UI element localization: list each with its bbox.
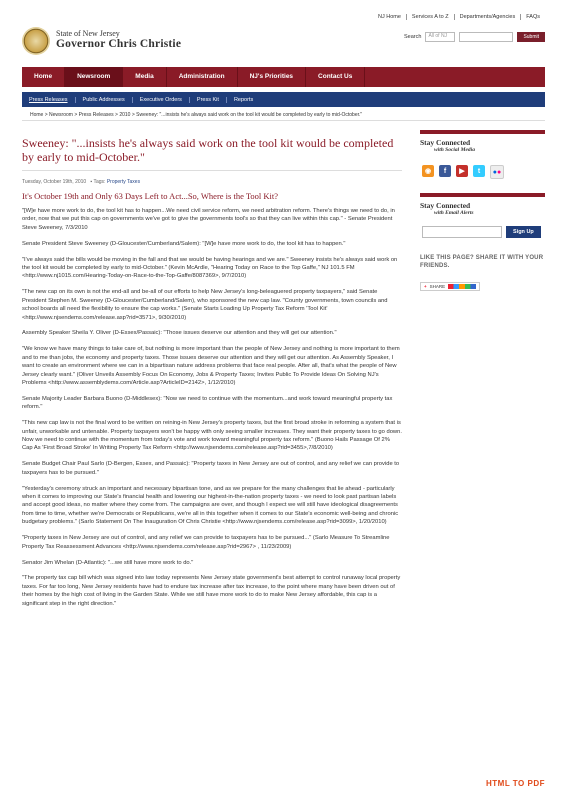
nav-newsroom[interactable]: Newsroom [65,67,123,87]
subnav-press-kit[interactable]: Press Kit [189,97,226,103]
share-prompt: LIKE THIS PAGE? SHARE IT WITH YOUR FRIENDS. [420,255,544,269]
topbar-link-departments[interactable]: Departments/Agencies [454,14,521,20]
article-paragraph: "Property taxes in New Jersey are out of control, and any relief we can provide to taxpayers has to be pursued..." (Sarlo Measure To Streamline Property Tax Reassessment Advances <http://www.njsendems.com/release.asp?rid=2967> , 11/23/2009) [22,535,390,550]
governor-name[interactable]: Governor Chris Christie [56,38,182,50]
email-signup [422,226,545,238]
article-paragraph: "We know we have many things to take care of, but nothing is more important than the people of New Jersey and nothing is more important to them and to me than jobs, the economy and property taxes. Those issues deserve our attention and they will get our attention. As Assembly Speaker, I want to create an environment where we can in a bipartisan nature address problems that face real people. After all, that's what the people of New Jersey clearly want." (Oliver Unveils Assembly Focus On Economy, Jobs & Property Taxes; Invites Public To Provide Ideas On Solving NJ's Problems <http://www.assemblydems.com/Article.asp?ArticleID=2142>, 1/12/2010) [22,346,400,386]
article-paragraph: Senator Jim Whelan (D-Atlantic): "...we still have more work to do." [22,559,194,566]
subnav-executive-orders[interactable]: Executive Orders [132,97,189,103]
rss-icon[interactable]: ◉ [422,165,434,177]
nav-priorities[interactable]: NJ's Priorities [238,67,306,87]
top-utility-nav [373,14,545,20]
article-date: Tuesday, October 19th, 2010 [22,179,87,185]
youtube-icon[interactable]: ▶ [456,165,468,177]
breadcrumb[interactable]: Home > Newsroom > Press Releases > 2010 > Sweeney: "...insists he's always said work on the tool kit would be completed by early to mid-October." [30,112,363,118]
subnav-reports[interactable]: Reports [226,97,260,103]
article-meta: Tuesday, October 19th, 2010 ▪ Tags: Property Taxes [22,179,141,185]
article-paragraph: "[W]e have more work to do, the tool kit has to happen...We need civil service reform, we need arbitration reform. There's things we need to do, in order, now that we put this cap on governments we've got to give the governments tool's so that they can live within this cap." - Senate President Steve Sweeney, 7/3/2010 [22,208,395,231]
share-plus-icon: + [424,284,427,289]
email-field[interactable] [422,226,502,238]
share-label: SHARE [429,284,446,289]
facebook-icon[interactable]: f [439,165,451,177]
html-to-pdf-watermark: HTML TO PDF [486,779,545,788]
nav-administration[interactable]: Administration [167,67,238,87]
share-services-icon [448,284,476,289]
flickr-icon[interactable]: ● ● [490,165,504,179]
share-button[interactable] [420,282,480,291]
topbar-link-services[interactable]: Services A to Z [406,14,454,20]
email-title: Stay Connected [420,193,545,210]
article-heading: It's October 19th and Only 63 Days Left to Act...So, Where is the Tool Kit? [22,191,279,201]
nav-home[interactable]: Home [22,67,65,87]
main-nav [22,67,545,87]
tags-label: Tags: [93,179,106,185]
article-paragraph: "Yesterday's ceremony struck an important and necessary bipartisan tone, and as we prepare for the many challenges that lie ahead - particularly when it comes to improving our State's financial health and lowering our highest-in-the-nation property taxes - we need to look past partisan labels and accept good ideas, no matter where they come from. The campaigns are over, and though I expect we will still have ideological disagreements from time to time, whether we're Democrats or Republicans, we're all in this together when it comes to our State's economic well-being and chronic budgetary problems." (Sarlo Statement On The Inauguration Of Chris Christie <http://www.njsendems.com/release.asp?rid=3099>, 1/20/2010) [22,485,399,526]
article-paragraph: Senate President Steve Sweeney (D-Gloucester/Cumberland/Salem): "[W]e have more work to do, the tool kit has to happen." [22,240,346,247]
article-paragraph: "The property tax cap bill which was signed into law today represents New Jersey state government's best attempt to control runaway local property taxes. For far too long, New Jersey residents have had to endure tax increase after tax increase, to the point where many have been driven out of their homes by the high cost of living in the Garden State. While we still have more work to do to make New Jersey affordable, this cap is a significant step in the right direction." [22,575,401,607]
sign-up-button[interactable]: Sign Up [506,226,541,238]
divider [22,120,545,121]
subnav-public-addresses[interactable]: Public Addresses [75,97,132,103]
social-title: Stay Connected [420,130,545,147]
social-subtitle: with Social Media [434,147,475,153]
search-input[interactable] [459,32,513,42]
state-name: State of New Jersey [56,29,120,38]
nav-media[interactable]: Media [123,67,166,87]
article-paragraph: Assembly Speaker Sheila Y. Oliver (D-Essex/Passaic): "Those issues deserve our attention and they will get our attention." [22,330,337,337]
page-title: Sweeney: "...insists he's always said work on the tool kit would be completed by early to mid-October." [22,136,402,171]
site-header [22,27,545,60]
search-area [404,32,545,42]
search-scope-select[interactable]: All of NJ [425,32,455,42]
social-icons [422,165,545,179]
email-subtitle: with Email Alerts [434,210,474,216]
article-paragraph: Senate Majority Leader Barbara Buono (D-Middlesex): "Now we need to continue with the momentum...and work toward meaningful property tax reform." [22,395,393,411]
nav-contact[interactable]: Contact Us [306,67,365,87]
article [22,122,402,616]
article-paragraph: "I've always said the bills would be moving in the fall and that we would be having hearings and we are." Sweeney insists he's always said work on the tool kit would be completed by early to mid-October." (Kevin McArdle, "Hearing Today on Race to the Top Gaffe," NJ 101.5 FM <http://www.nj1015.com/Hearing-Today-on-Race-to-the-Top-Gaffe/8087369>, 9/7/2010) [22,256,398,280]
search-label: Search [404,34,422,40]
sub-nav [22,92,545,107]
article-paragraph: "The new cap on its own is not the end-all and be-all of our efforts to help New Jersey's long-beleaguered property taxpayers," said Senate President Stephen M. Sweeney (D-Gloucester/Cumberland/Salem), who sponsored the new cap law. "County governments, town councils and school boards all need the flexibility to ensure the cap works." (Senate Starts Loading Up Property Tax Reform 'Tool Kit' <http://www.njsendems.com/release.asp?rid=3571>, 9/30/2010) [22,289,388,321]
topbar-link-nj-home[interactable]: NJ Home [377,14,401,20]
sidebar [420,130,545,293]
search-submit-button[interactable]: Submit [517,32,545,42]
topbar-link-faqs[interactable]: FAQs [520,14,545,20]
state-seal-logo[interactable] [22,27,50,55]
twitter-icon[interactable]: t [473,165,485,177]
subnav-press-releases[interactable]: Press Releases [29,96,68,103]
article-paragraph: "This new cap law is not the final word to be written on reining-in New Jersey's property taxes, but the first broad stroke in reforming a system that is unfair, unworkable and untenable. Property taxpayers won't be happy with only seeing smaller increases. They want their property taxes to go down. Now we need to continue with the momentum from today's vote and work toward meaningful property tax reform." (Buono Hails Passage Of 2% Cap As 'First Broad Stroke' In Writing Property Tax Reform <http://www.njsendems.com/release.asp?rid=3455>,7/8/2010) [22,420,402,452]
tag-link[interactable]: Property Taxes [106,179,141,185]
article-paragraph: Senate Budget Chair Paul Sarlo (D-Bergen, Essex, and Passaic): "Property taxes in New Jersey are out of control, and any relief we can provide to taxpayers has to be pursued." [22,461,400,476]
